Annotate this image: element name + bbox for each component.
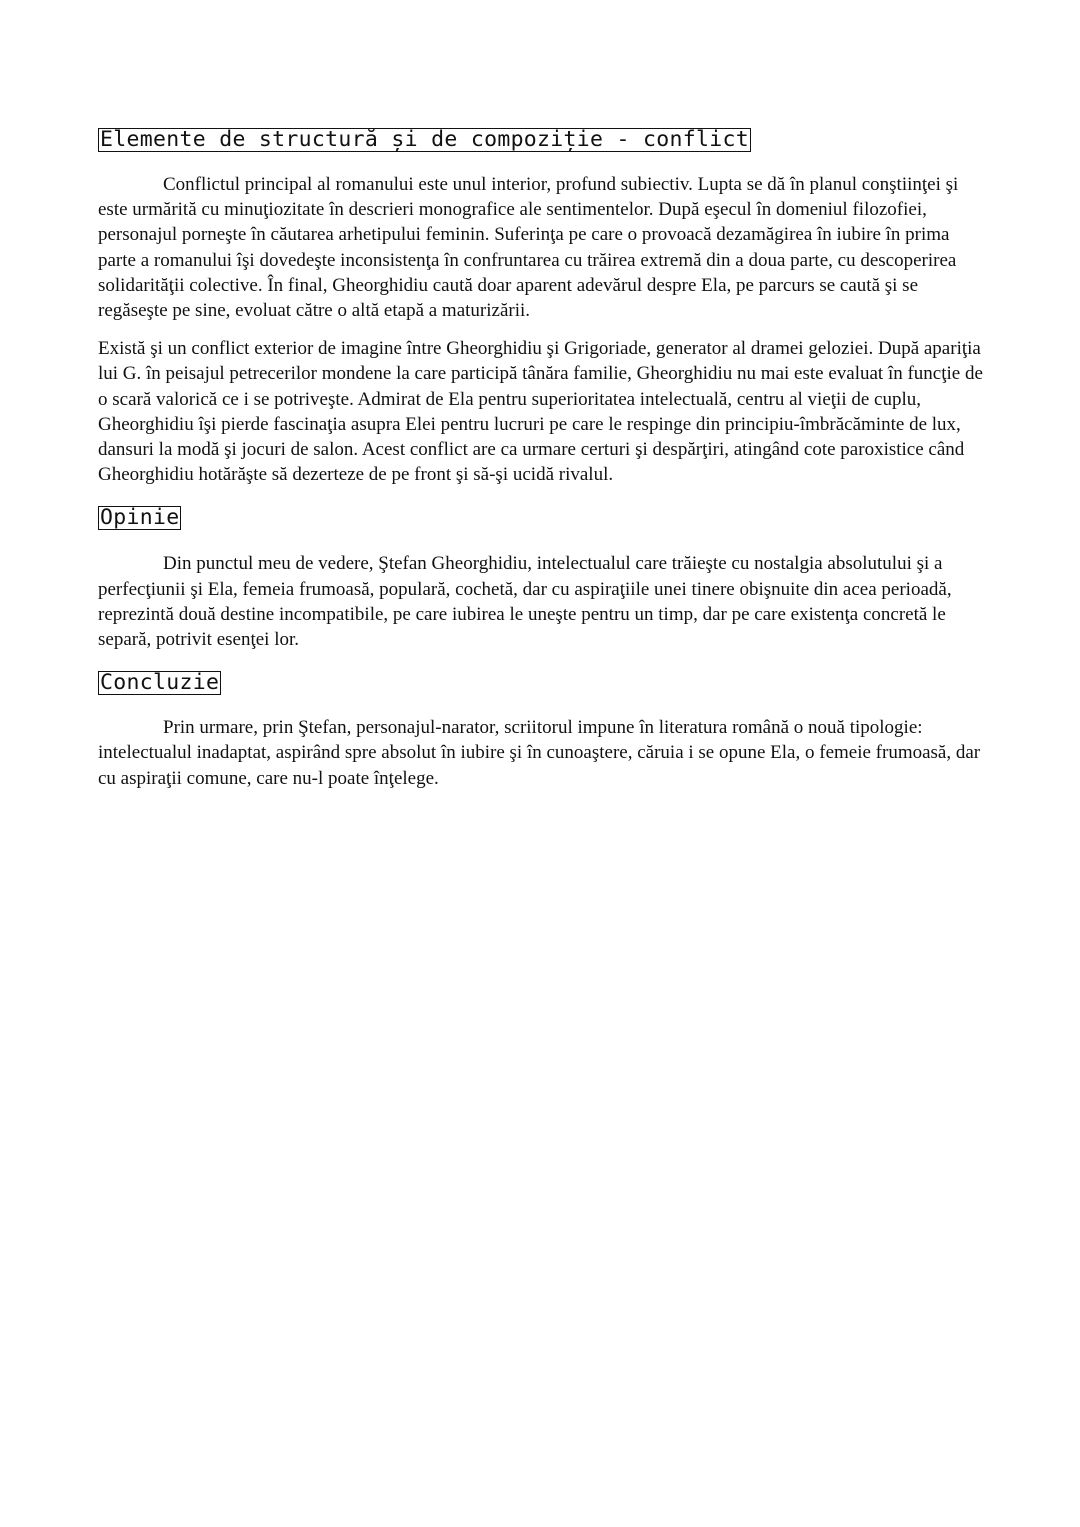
paragraph-external-conflict: Există şi un conflict exterior de imagine între Gheorghidiu şi Grigoriade, generator al dramei geloziei. După apariţia lui G. în peisajul petrecerilor mondene la care participă tânăra familie, Gheorghidiu nu mai este evaluat în funcţie de o scară valorică ce i se potriveşte. Admirat de Ela pentru superioritatea intelectuală, centru al vieţii de cuplu, Gheorghidiu îşi pierde fascinaţia asupra Elei pentru lucruri pe care le respinge din principiu-îmbrăcăminte de lux, dansuri la modă şi jocuri de salon. Acest conflict are ca urmare certuri şi despărţiri, atingând cote paroxistice când Gheorghidiu hotărăşte să dezerteze de pe front şi să-şi ucidă rivalul.	[98, 338, 983, 486]
document-page	[98, 128, 986, 804]
heading-conclusion: Concluzie	[100, 670, 220, 696]
paragraph-opinion: Din punctul meu de vedere, Ştefan Gheorghidiu, intelectualul care trăieşte cu nostalgia absolutului şi a perfecţiunii şi Ela, femeia frumoasă, populară, cochetă, dar cu aspiraţiile unei tinere obişnuite din acea perioadă, reprezintă două destine incompatibile, pe care iubirea le uneşte pentru un timp, dar pe care existenţa concretă le separă, potrivit esenţei lor.	[98, 553, 952, 651]
heading-conflict: Elemente de structură și de compoziție - conflict	[100, 127, 749, 152]
heading-opinion: Opinie	[100, 505, 180, 531]
paragraph-conclusion: Prin urmare, prin Ştefan, personajul-narator, scriitorul impune în literatura română o nouă tipologie: intelectualul inadaptat, aspirând spre absolut în iubire şi în cunoaştere, căruia i se opune Ela, o femeie frumoasă, dar cu aspiraţii comune, care nu-l poate înţelege.	[98, 717, 981, 789]
paragraph-internal-conflict: Conflictul principal al romanului este unul interior, profund subiectiv. Lupta se dă în planul conştiinţei şi este urmărită cu minuţiozitate în descrieri monografice ale sentimentelor. După eşecul în domeniul filozofiei, personajul porneşte în căutarea arhetipului feminin. Suferinţa pe care o provoacă dezamăgirea în iubire în prima parte a romanului îşi dovedeşte inconsistenţa în confruntarea cu trăirea extremă din a doua parte, cu descoperirea solidarităţii colective. În final, Gheorghidiu caută doar aparent adevărul despre Ela, pe parcurs se caută şi se regăseşte pe sine, evoluat către o altă etapă a maturizării.	[98, 174, 959, 322]
